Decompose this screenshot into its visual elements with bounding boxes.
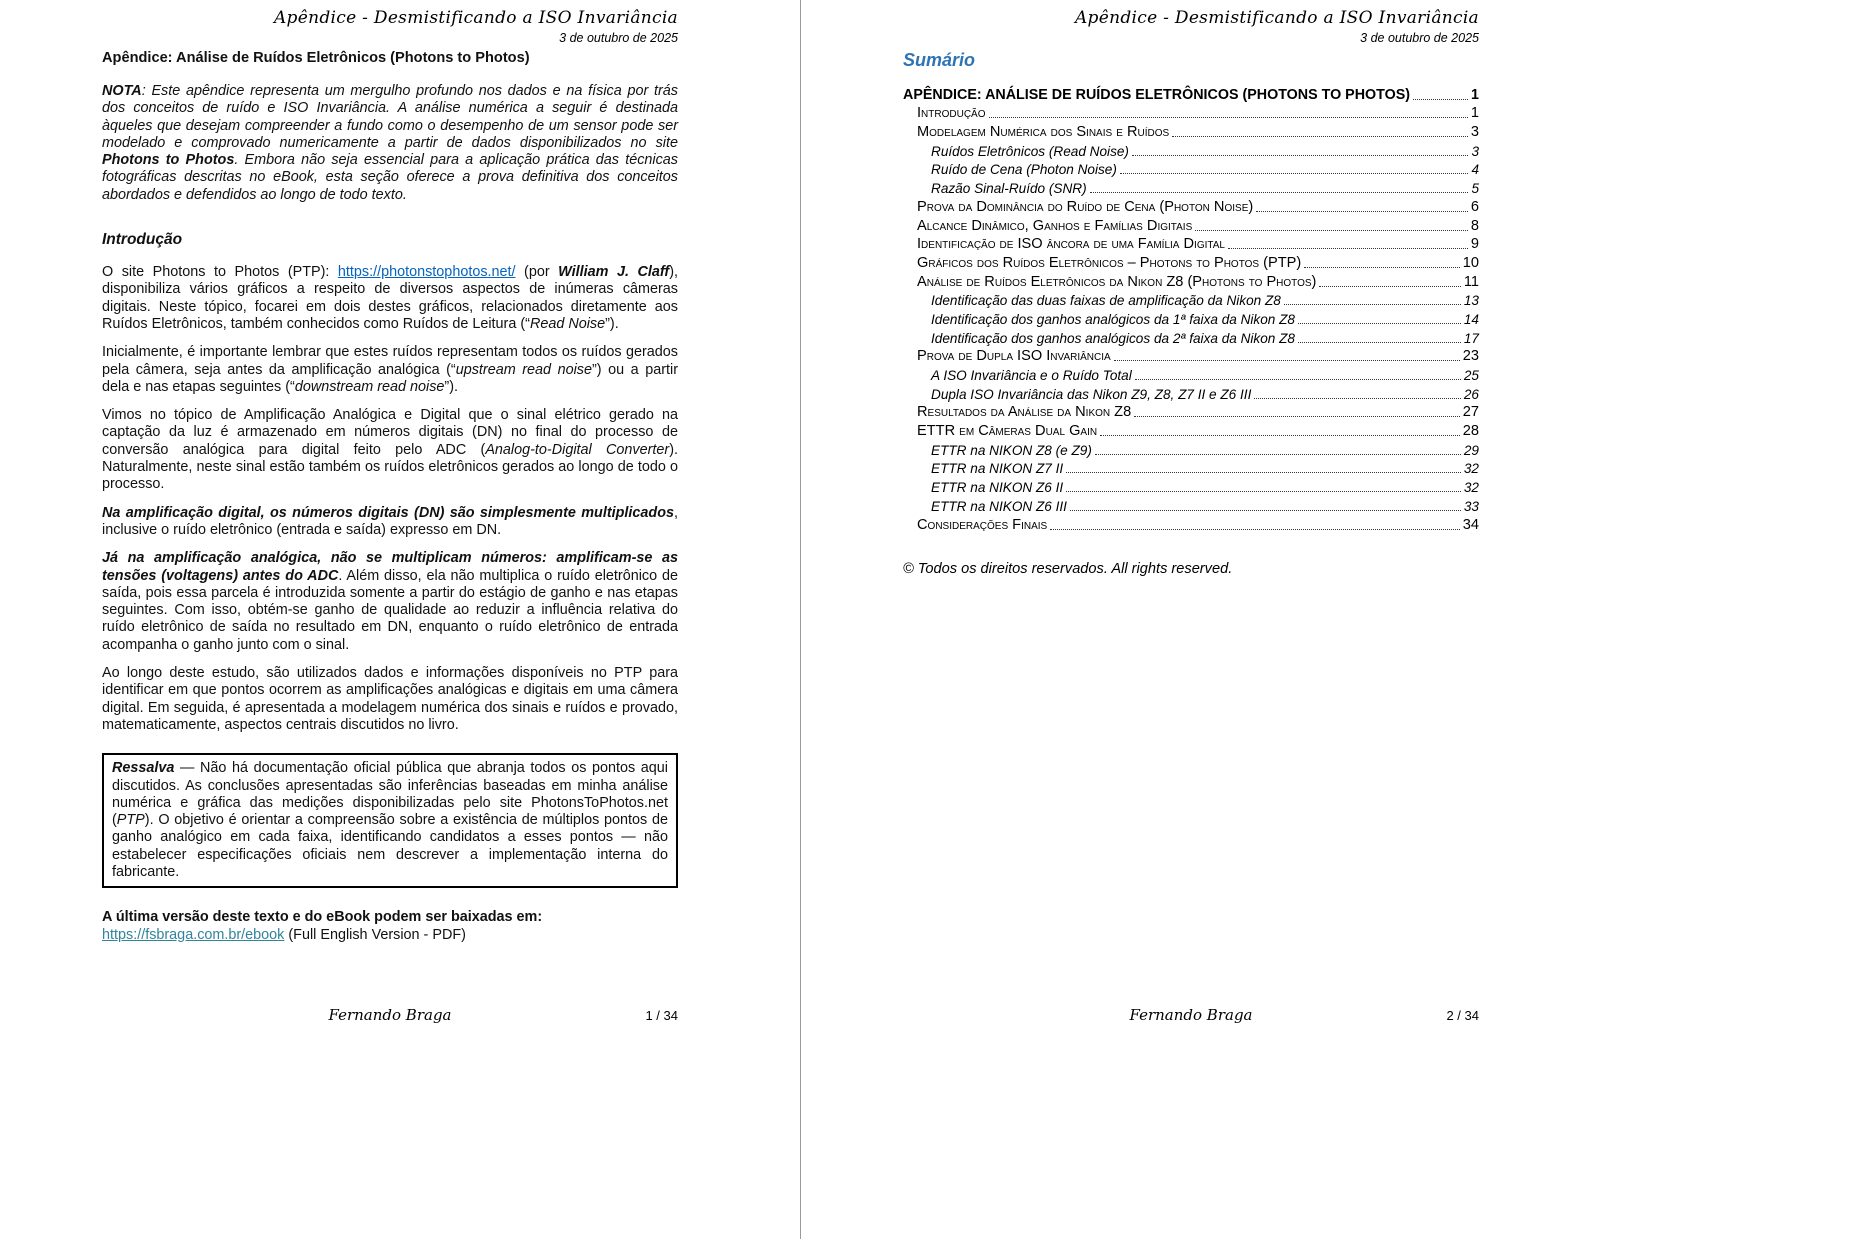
toc-leader-dots [1066,472,1461,473]
toc-entry-page: 32 [1463,461,1479,477]
toc-entry-label: Gráficos dos Ruídos Eletrônicos – Photons to Photos (PTP) [917,254,1302,271]
toc-entry-page: 3 [1471,143,1479,159]
text-run: O site Photons to Photos (PTP): [102,264,338,281]
toc-entry-label: Modelagem Numérica dos Sinais e Ruídos [917,124,1170,141]
toc-leader-dots [1050,529,1460,530]
text-run: : Este apêndice representa um mergulho profundo nos dados e na física por trás dos conceitos de ruído e ISO Invariância. A análise numérica a seguir é destinada àqueles que desejam compreender a fundo como o desempenho de um sensor pode ser modelado e comprovado numericamente a partir de dados disponibilizados no site [102,83,678,151]
text-run: — Não há documentação oficial pública que abranja todos os pontos aqui discutidos. As conclusões apresentadas são inferências baseadas em minha análise numérica e gráfica das medições disponibilizadas pelo site PhotonsToPhotos.net ( [112,760,668,829]
toc-leader-dots [1319,286,1460,287]
text-run: PTP [116,812,145,829]
text-run: Ao longo deste estudo, são utilizados dados e informações disponíveis no PTP para identificar em que pontos ocorrem as amplificações analógicas e digitais em uma câmera digital. Em seguida, é apresentada a modelagem numérica dos sinais e ruídos e provado, matematicamente, aspectos centrais discutidos no livro. [102,665,678,733]
toc-leader-dots [1066,491,1461,492]
toc-entry-label: Identificação dos ganhos analógicos da 1ª faixa da Nikon Z8 [931,311,1295,327]
text-run: Ressalva [112,760,175,777]
toc-entry[interactable] [903,495,1479,514]
toc-entry[interactable] [903,121,1479,140]
text-run: (por [515,264,559,281]
text-run: . Além disso, ela não multiplica o ruído eletrônico de saída, pois essa parcela é introduzida somente a partir do estágio de ganho e nas etapas seguintes. Com isso, obtém-se ganho de qualidade ao reduzir a influência relativa do ruído eletrônico de saída no resultado em DN, enquanto o ruído eletrônico de entrada acompanha o ganho junto com o sinal. [102,567,678,653]
text-run: Photons to Photos [102,152,235,169]
paragraph [102,264,678,333]
page-header [903,8,1479,45]
toc-leader-dots [1172,136,1468,137]
toc-entry[interactable] [903,84,1479,103]
running-date: 3 de outubro de 2025 [1360,31,1479,45]
toc-entry[interactable] [903,290,1479,309]
text-run: downstream read noise [294,378,445,395]
toc-entry-page: 8 [1470,217,1479,234]
text-run: ”) ou a partir dela e nas etapas seguintes (“ [102,361,678,395]
toc-entry-page: 25 [1463,368,1479,383]
toc-entry-label: Ruído de Cena (Photon Noise) [931,162,1117,178]
toc-entry[interactable] [903,402,1479,421]
toc-entry-page: 34 [1462,516,1479,533]
toc-entry-page: 32 [1463,480,1479,496]
toc-entry-label: Dupla ISO Invariância das Nikon Z9, Z8, Z7 II e Z6 III [931,386,1252,402]
footer-author: Fernando Braga [1129,1006,1253,1024]
text-run: ). O objetivo é orientar a compreensão sobre a existência de múltiplos pontos de ganho analógico em cada faixa, identificando candidatos a esses pontos — não estabelecer especificações oficiais nem descrever a implementação interna do fabricante. [112,812,668,880]
toc-entry[interactable] [903,103,1479,122]
text-run: Read Noise [529,315,606,332]
running-date: 3 de outubro de 2025 [559,31,678,45]
toc-entry[interactable] [903,271,1479,290]
toc-leader-dots [1195,230,1468,231]
text-run: ), disponibiliza vários gráficos a respeito de diversos aspectos de inúmeras câmeras digitais. Neste tópico, focarei em dois destes gráficos, relacionados diretamente aos Ruídos Eletrônicos, também conhecidos como Ruídos de Leitura (“ [102,264,678,332]
toc-entry[interactable] [903,196,1479,215]
toc-entry-page: 17 [1463,330,1479,346]
nota-paragraph [102,83,678,204]
footer-author: Fernando Braga [328,1006,452,1024]
toc-entry-label: Identificação de ISO âncora de uma Família Digital [917,236,1225,253]
toc-entry[interactable] [903,364,1479,383]
toc-entry[interactable] [903,234,1479,253]
download-link-line [102,927,678,944]
toc-entry-page: 23 [1462,348,1479,365]
toc-leader-dots [1134,416,1460,417]
text-run: A última versão deste texto e do eBook podem ser baixadas em: [102,909,543,926]
toc-entry-page: 27 [1462,404,1479,421]
hyperlink[interactable]: https://fsbraga.com.br/ebook [102,926,285,943]
page-number: 2 / 34 [1446,1008,1479,1023]
page-1-content [102,50,678,944]
hyperlink[interactable]: https://photonstophotos.net/ [337,264,516,281]
toc-entry[interactable] [903,346,1479,365]
toc-entry-label: Ruídos Eletrônicos (Read Noise) [931,143,1129,159]
toc-entry-page: 13 [1463,293,1479,309]
toc-entry-label: ETTR na NIKON Z8 (e Z9) [931,442,1092,458]
paragraph [102,505,678,540]
toc-leader-dots [1100,435,1460,436]
toc-leader-dots [1090,192,1469,193]
toc-leader-dots [1413,99,1468,100]
toc-entry-page: 14 [1463,311,1479,327]
toc-entry-page: 11 [1463,273,1479,290]
toc-entry-page: 5 [1471,181,1479,197]
toc-entry-label: ETTR na NIKON Z7 II [931,461,1064,477]
toc-entry-label: Considerações Finais [917,516,1048,533]
download-label [102,909,678,926]
appendix-title: Apêndice: Análise de Ruídos Eletrônicos (Photons to Photos) [102,50,530,66]
toc-entry-page: 26 [1463,386,1479,402]
toc-leader-dots [1095,454,1461,455]
toc-entry-label: Prova da Dominância do Ruído de Cena (Photon Noise) [917,198,1254,215]
toc-entry-page: 33 [1463,498,1479,514]
text-run: . Embora não seja essencial para a aplicação prática das técnicas fotográficas descritas no eBook, esta seção oferece a prova definitiva dos conceitos abordados e defendidos ao longo de todo texto. [102,152,678,203]
toc-heading: Sumário [903,50,976,70]
toc-entry-page: 1 [1470,105,1479,122]
paragraph [102,550,678,654]
toc-entry-label: Alcance Dinâmico, Ganhos e Famílias Digitais [917,217,1193,234]
toc-leader-dots [1304,267,1460,268]
toc-leader-dots [1298,323,1461,324]
toc-leader-dots [1228,248,1468,249]
running-title: Apêndice - Desmistificando a ISO Invariância [1074,8,1479,28]
toc-entry-page: 29 [1463,442,1479,458]
toc-entry-label: ETTR na NIKON Z6 II [931,480,1064,496]
toc-entry[interactable] [903,458,1479,477]
text-run: ). Naturalmente, neste sinal estão também os ruídos eletrônicos gerados ao longo de todo o processo. [102,441,678,493]
toc-entry-label: Introdução [917,105,986,122]
toc-entry[interactable] [903,514,1479,533]
toc-entry-label: Resultados da Análise da Nikon Z8 [917,404,1132,421]
toc-entry-page: 28 [1462,423,1479,440]
toc-entry-label: ETTR em Câmeras Dual Gain [917,423,1098,440]
download-block [102,909,678,944]
toc-entry-label: Razão Sinal-Ruído (SNR) [931,181,1087,197]
toc-entry[interactable] [903,383,1479,402]
ressalva-box [102,753,678,888]
toc-entry-page: 3 [1470,124,1479,141]
toc-entry-page: 1 [1471,86,1479,103]
text-run: Analog-to-Digital Converter [485,441,670,458]
toc-leader-dots [1120,173,1469,174]
toc-entry[interactable] [903,476,1479,495]
page-1 [0,0,800,1239]
text-run: William J. Claff [558,264,670,281]
text-run: Vimos no tópico de Amplificação Analógica e Digital que o sinal elétrico gerado na captação da luz é armazenado em números digitais (DN) no final do processo de conversão analógica para digital feito pelo ADC ( [102,407,678,458]
toc-entry-label: Análise de Ruídos Eletrônicos da Nikon Z8 (Photons to Photos) [917,273,1317,290]
copyright-notice: © Todos os direitos reservados. All rights reserved. [903,560,1233,577]
toc-leader-dots [1254,398,1461,399]
toc-entry-page: 4 [1471,162,1479,178]
text-run: ”). [605,315,619,332]
page-number: 1 / 34 [645,1008,678,1023]
toc-leader-dots [1070,510,1461,511]
toc-leader-dots [1114,360,1460,361]
toc-entry[interactable] [903,439,1479,458]
page-header [102,8,678,45]
text-run: Inicialmente, é importante lembrar que estes ruídos representam todos os ruídos gerados pela câmera, seja antes da amplificação analógica (“ [102,344,678,378]
toc-entry[interactable] [903,215,1479,234]
text-run: upstream read noise [455,361,592,378]
toc-leader-dots [1132,155,1468,156]
text-run: Na amplificação digital, os números digitais (DN) são simplesmente multiplicados [102,504,674,521]
toc-leader-dots [1135,379,1461,380]
text-run: Já na amplificação analógica, não se multiplicam números: amplificam-se as tensões (voltagens) antes do ADC [102,550,678,584]
toc-entry-label: Prova de Dupla ISO Invariância [917,348,1111,365]
toc-entry[interactable] [903,420,1479,439]
text-run: NOTA [102,83,142,99]
page-footer [102,1006,678,1032]
toc-entry-label: A ISO Invariância e o Ruído Total [931,368,1132,383]
toc-leader-dots [1256,211,1468,212]
toc-leader-dots [1284,304,1461,305]
toc-leader-dots [989,117,1468,118]
paragraph [102,665,678,734]
text-run: , inclusive o ruído eletrônico (entrada e saída) expresso em DN. [102,504,678,538]
toc-entry-page: 10 [1462,254,1479,271]
paragraph [102,344,678,396]
toc-entry-page: 6 [1470,198,1479,215]
toc-entry[interactable] [903,159,1479,178]
toc-entry-page: 9 [1470,236,1479,253]
text-run: ”). [444,378,458,395]
page-2-content [903,50,1479,577]
page-2 [801,0,1874,1239]
text-run: (Full English Version - PDF) [284,926,466,943]
toc-leader-dots [1298,342,1461,343]
toc-entry-label: Identificação das duas faixas de amplificação da Nikon Z8 [931,293,1281,309]
toc-entry[interactable] [903,308,1479,327]
toc-entry-label: ETTR na NIKON Z6 III [931,498,1067,514]
paragraph [102,407,678,493]
running-title: Apêndice - Desmistificando a ISO Invariância [273,8,678,28]
table-of-contents [903,84,1479,533]
page-footer [903,1006,1479,1032]
toc-entry[interactable] [903,177,1479,196]
section-heading-introducao: Introdução [102,231,183,249]
toc-entry[interactable] [903,327,1479,346]
toc-entry-label: APÊNDICE: ANÁLISE DE RUÍDOS ELETRÔNICOS (PHOTONS TO PHOTOS) [903,86,1411,103]
toc-entry[interactable] [903,140,1479,159]
toc-entry[interactable] [903,252,1479,271]
toc-entry-label: Identificação dos ganhos analógicos da 2ª faixa da Nikon Z8 [931,330,1295,346]
